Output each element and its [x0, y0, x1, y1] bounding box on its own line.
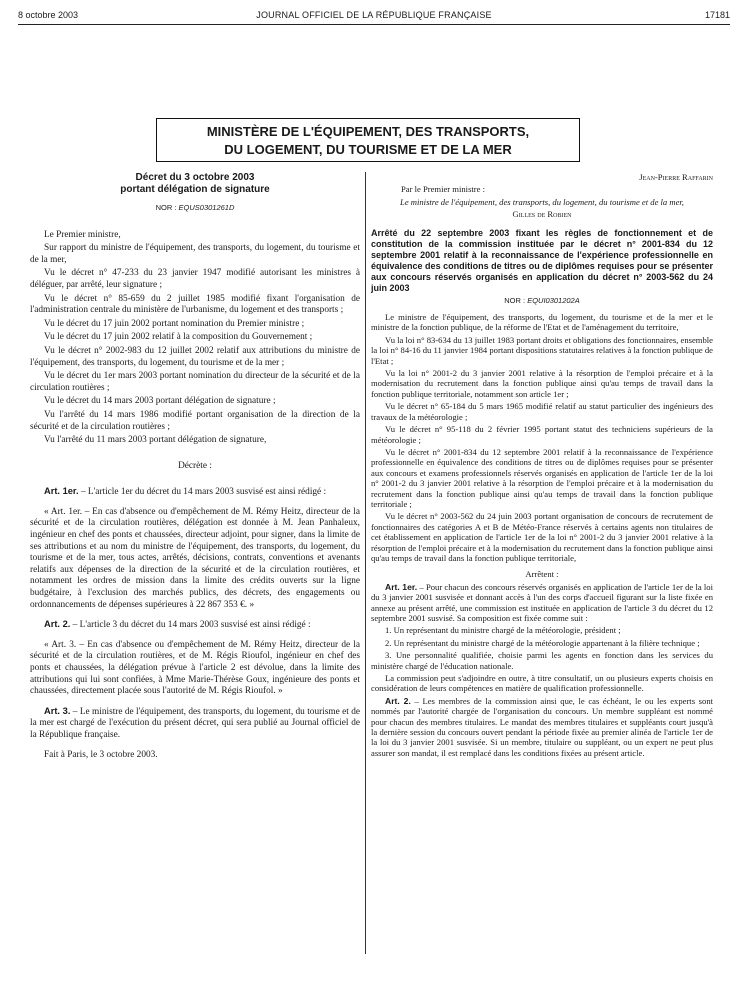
article-1-quote: « Art. 1er. – En cas d'absence ou d'empêchement de M. Rémy Heitz, directeur de la sécurité et de la circulation routières, délégation est donnée à M. Jean Panhaleux, ingénieur en chef des ponts et chaussées, directeur adjoint, pour signer, dans la limite de ses attributions et au nom du ministre de l'équipement, des transports, du logement, du tourisme et de la mer, tous actes, arrêtés, décisions, contrats, conventions et avenants relatifs aux dépenses de la direction de la sécurité et de la circulation routières, et notamment les ordres de mission dans la limite des crédits ouverts sur la ligne budgétaire, à l'exclusion des marchés publics, des décrets, des engagements ou ordonnancements de dépenses supérieures à 22 867 353 €. » [30, 506, 360, 610]
nor-label: NOR : [155, 203, 179, 212]
decree-nor [30, 202, 360, 214]
article-3-text: – Le ministre de l'équipement, des transports, du logement, du tourisme et de la mer est chargé de l'exécution du présent décret, qui sera publié au Journal officiel de la République française. [30, 706, 360, 740]
page-header [18, 10, 730, 24]
composition-item: 1. Un représentant du ministre chargé de la météorologie, président ; [385, 625, 621, 636]
arrete-article-1 [371, 582, 713, 624]
arrete-article-2-text: – Les membres de la commission ainsi que, le cas échéant, le ou les experts sont nommés par l'autorité chargée de l'organisation du concours. Un membre suppléant est nommé pour chacun des membres titulaires. Le mandat des membres titulaires et suppléants court jusqu'à la dernière session du concours ouvert pendant la période fixée au premier alinéa de l'article 1er de la loi du 3 janvier 2001 susvisée. Si un membre, titulaire ou suppléant, ou un expert ne peut plus assurer son mandat, il est remplacé dans les conditions fixées au présent article. [371, 695, 714, 758]
nor-label: NOR : [504, 295, 528, 305]
decree-title-line-1: Décret du 3 octobre 2003 [135, 172, 255, 183]
minister-title: Le ministre de l'équipement, des transports, du logement, du tourisme et de la mer, [400, 196, 684, 207]
arretent-label: Arrêtent : [525, 569, 559, 580]
issue-date: 8 octobre 2003 [18, 10, 79, 20]
visa-paragraph: Vu le décret du 17 juin 2002 portant nomination du Premier ministre ; [44, 318, 305, 329]
minister-name: Gilles de Robien [512, 209, 572, 220]
article-1-label: Art. 1er. [44, 486, 79, 497]
commission-composition [371, 625, 713, 693]
composition-item: 2. Un représentant du ministre chargé de la météorologie appartenant à la filière technique ; [385, 637, 700, 648]
left-column [30, 172, 360, 763]
ministry-line-2: DU LOGEMENT, DU TOURISME ET DE LA MER [224, 142, 512, 157]
decree-visas [30, 230, 360, 447]
visa-paragraph: Vu la loi n° 83-634 du 13 juillet 1983 portant droits et obligations des fonctionnaires, ensemble la loi n° 84-16 du 11 janvier 1984 portant dispositions statutaires relatives à la fonction publique de l'Etat ; [371, 334, 713, 366]
visa-paragraph: Vu le décret n° 2002-983 du 12 juillet 2002 relatif aux attributions du ministre de l'équipement, des transports, du logement, du tourisme et de la mer ; [30, 345, 360, 368]
article-2 [30, 619, 360, 632]
article-2-label: Art. 2. [44, 619, 71, 630]
visa-paragraph: Sur rapport du ministre de l'équipement, des transports, du logement, du tourisme et de la mer, [30, 243, 360, 265]
composition-item: 3. Une personnalité qualifiée, choisie parmi les agents en fonction dans les services du ministère chargé de l'éducation nationale. [371, 650, 713, 671]
ministry-heading [156, 118, 580, 162]
fait-a-paris: Fait à Paris, le 3 octobre 2003. [44, 749, 158, 760]
decrete-label: Décrète : [178, 460, 212, 471]
right-column [371, 172, 713, 760]
arrete-article-2 [371, 696, 713, 758]
visa-paragraph: Vu le décret n° 47-233 du 23 janvier 1947 modifié autorisant les ministres à déléguer, par arrêté, leur signature ; [30, 268, 360, 290]
visa-paragraph: Vu le décret du 1er mars 2003 portant nomination du directeur de la sécurité et de la circulation routières ; [30, 371, 360, 393]
arrete-article-1-text: – Pour chacun des concours réservés organisés en application de l'article 1er de la loi du 3 janvier 2001 susvisée et donnant accès à l'un des corps d'accueil figurant sur la liste fixée en annexe au présent arrêté, une commission est instituée en application de l'article 3 du décret du 12 septembre 2001 susvisé. Sa composition est fixée comme suit : [371, 581, 713, 623]
visa-paragraph: Vu le décret du 17 juin 2002 relatif à la composition du Gouvernement ; [44, 332, 313, 343]
visa-paragraph: Vu l'arrêté du 14 mars 1986 modifié portant organisation de la direction de la sécurité et de la circulation routières ; [30, 409, 360, 432]
visa-paragraph: Vu le décret n° 2001-834 du 12 septembre 2001 relatif à la reconnaissance de l'expérience professionnelle en équivalence des conditions de titres ou de diplômes requises pour se présenter aux concours et examens professionnels réservés organisés en application de l'article 1er de la loi n° 2001-2 du 3 janvier 2001 relative à la résorption de l'emploi précaire et à la modernisation du recrutement dans la fonction publique ainsi qu'au temps de travail dans la fonction publique territoriale ; [371, 446, 713, 509]
arrete-title: Arrêté du 22 septembre 2003 fixant les règles de fonctionnement et de constitution de la commission instituée par le décret n° 2001-834 du 12 septembre 2001 relatif à la reconnaissance de l'expérience professionnelle en équivalence des conditions de titres ou de diplômes requises pour se présenter aux concours réservés organisés en application du décret n° 2003-562 du 24 juin 2003 [371, 227, 713, 293]
article-1 [30, 486, 360, 499]
composition-item: La commission peut s'adjoindre en outre, à titre consultatif, un ou plusieurs experts choisis en considération de leurs compétences en matière de qualification professionnelle. [371, 673, 713, 694]
article-1-text: – L'article 1er du décret du 14 mars 2003 susvisé est ainsi rédigé : [78, 487, 327, 498]
nor-code: EQUI0301202A [527, 295, 580, 305]
decree-title [30, 172, 360, 196]
article-3-label: Art. 3. [44, 705, 71, 716]
article-2-text: – L'article 3 du décret du 14 mars 2003 susvisé est ainsi rédigé : [70, 620, 311, 631]
arrete-nor [371, 296, 713, 306]
visa-paragraph: Vu l'arrêté du 11 mars 2003 portant délégation de signature, [44, 435, 267, 446]
arrete-article-2-label: Art. 2. [385, 695, 411, 706]
arrete-visas [371, 312, 713, 563]
visa-paragraph: Vu le décret n° 85-659 du 2 juillet 1985 modifié fixant l'organisation de l'administration centrale du ministère de l'urbanisme, du logement et des transports ; [30, 293, 360, 316]
article-3 [30, 706, 360, 742]
visa-paragraph: Vu le décret n° 2003-562 du 24 juin 2003 portant organisation de concours de recrutement de fonctionnaires des catégories A et B de Météo-France réservés à certains agents non titulaires de cet établissement en application de l'article 1er de la loi n° 2001-2 du 3 janvier 2001 relative à la résorption de l'emploi précaire et à la modernisation du recrutement dans la fonction publique ainsi qu'au temps de travail dans la fonction publique territoriale, [371, 511, 713, 563]
visa-paragraph: Vu le décret du 14 mars 2003 portant délégation de signature ; [44, 396, 276, 407]
column-divider [365, 172, 366, 954]
arrete-article-1-label: Art. 1er. [385, 581, 418, 592]
ministry-line-1: MINISTÈRE DE L'ÉQUIPEMENT, DES TRANSPORTS, [206, 124, 530, 139]
visa-paragraph: Le ministre de l'équipement, des transports, du logement, du tourisme et de la mer et le ministre de la fonction publique, de la réforme de l'Etat et de l'aménagement du territoire, [371, 312, 713, 333]
article-2-quote: « Art. 3. – En cas d'absence ou d'empêchement de M. Rémy Heitz, directeur de la sécurité et de la circulation routières, et de M. Régis Rioufol, ingénieur en chef des ponts et chaussées, la délégation prévue à l'article 2 est dévolue, dans la limite des attributions qui lui sont confiées, à Mme Marie-Thérèse Goux, ingénieure des ponts et chaussées, directement placée sous l'autorité de M. Régis Rioufol. » [30, 639, 360, 697]
visa-paragraph: Le Premier ministre, [44, 229, 121, 240]
par-premier-ministre: Par le Premier ministre : [401, 184, 486, 195]
journal-title: JOURNAL OFFICIEL DE LA RÉPUBLIQUE FRANÇAISE [256, 10, 492, 20]
visa-paragraph: Vu le décret n° 65-184 du 5 mars 1965 modifié relatif au statut particulier des ingénieurs des travaux de la météorologie ; [371, 401, 713, 422]
visa-paragraph: Vu la loi n° 2001-2 du 3 janvier 2001 relative à la résorption de l'emploi précaire et à la modernisation du recrutement dans la fonction publique ainsi qu'au temps de travail dans la fonction publique territoriale, notamment son article 1er ; [371, 368, 713, 399]
page-number: 17181 [704, 10, 730, 20]
visa-paragraph: Vu le décret n° 95-118 du 2 février 1995 portant statut des techniciens supérieurs de la météorologie ; [371, 424, 713, 445]
signatory-name: Jean-Pierre Raffarin [639, 172, 713, 182]
header-rule [18, 24, 730, 25]
nor-code: EQUS0301261D [178, 203, 235, 212]
decree-title-line-2: portant délégation de signature [120, 184, 270, 195]
